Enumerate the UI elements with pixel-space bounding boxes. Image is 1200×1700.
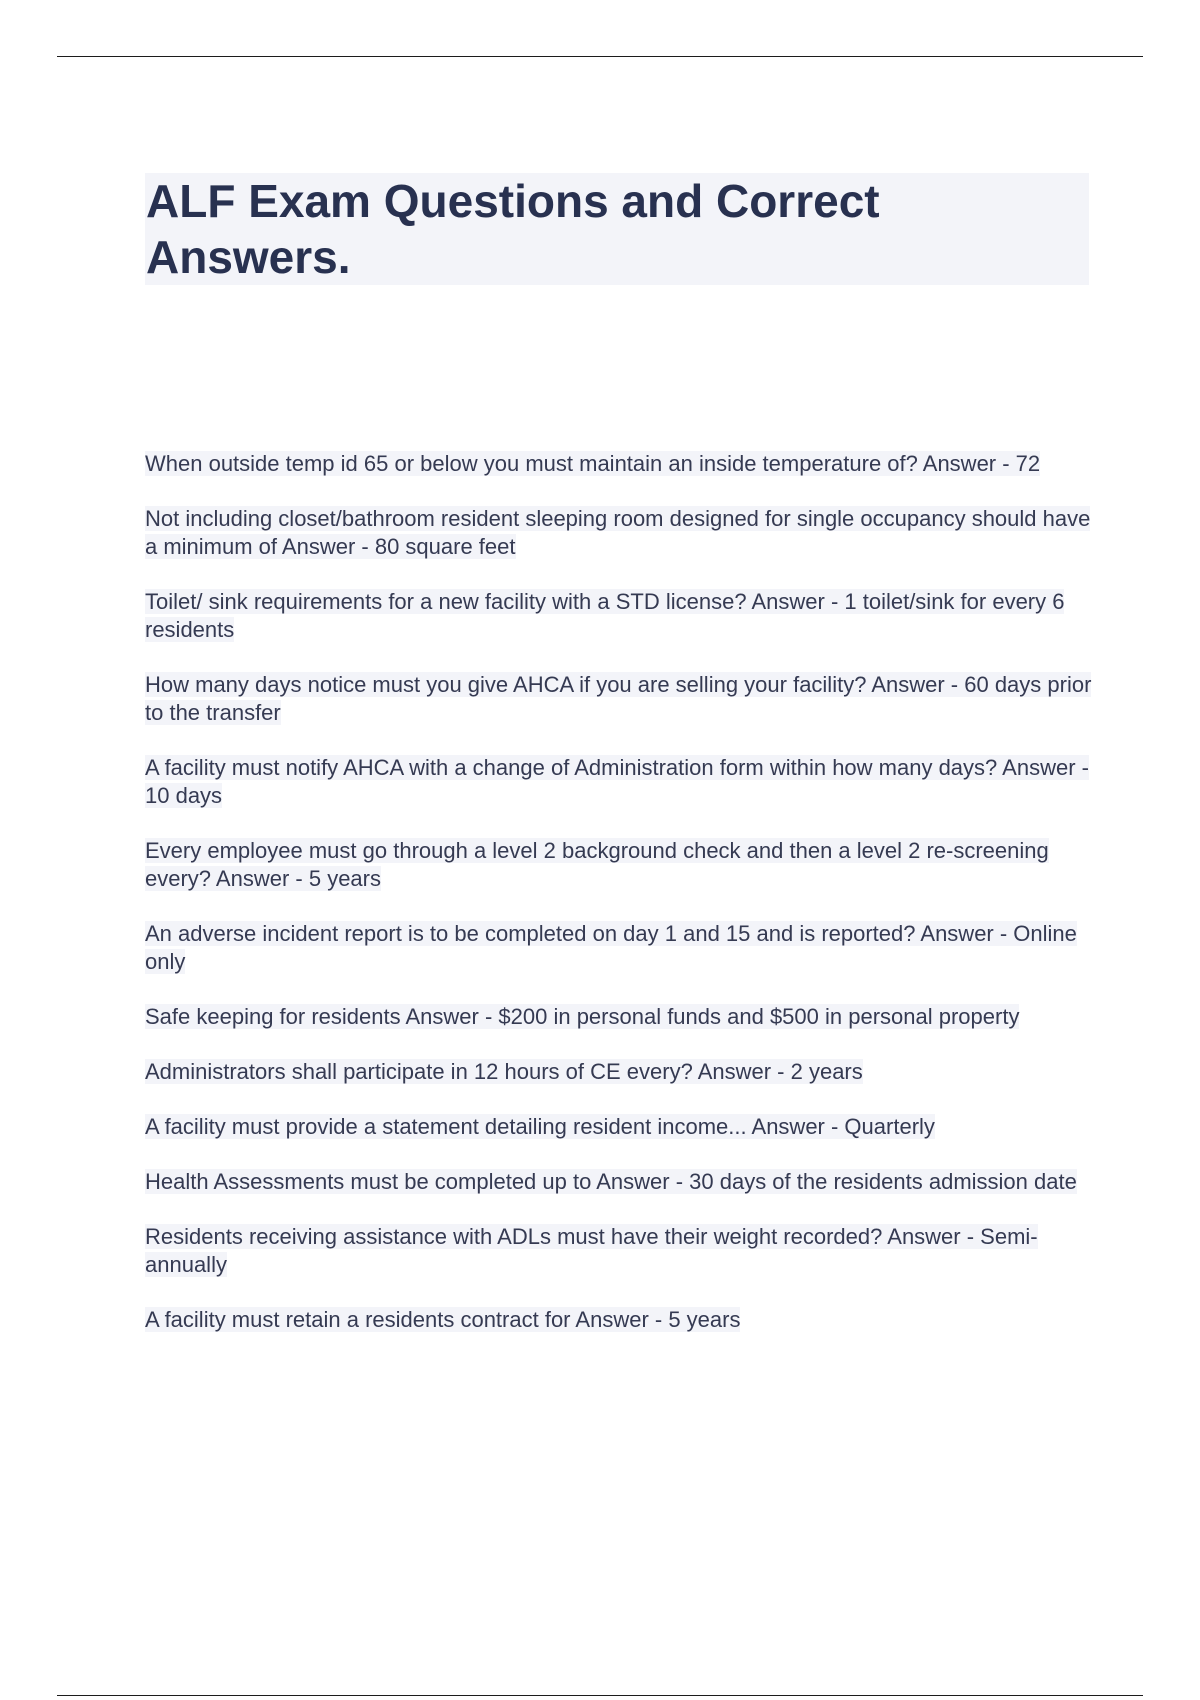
title-block bbox=[145, 173, 1089, 285]
qa-text: Toilet/ sink requirements for a new facility with a STD license? Answer - 1 toilet/sink for every 6 residents bbox=[145, 589, 1065, 642]
qa-item bbox=[145, 1003, 1095, 1031]
qa-text: A facility must notify AHCA with a change of Administration form within how many days? Answer - 10 days bbox=[145, 755, 1089, 808]
qa-text: Not including closet/bathroom resident sleeping room designed for single occupancy should have a minimum of Answer - 80 square feet bbox=[145, 506, 1091, 559]
qa-text: Every employee must go through a level 2 background check and then a level 2 re-screening every? Answer - 5 years bbox=[145, 838, 1049, 891]
qa-item bbox=[145, 450, 1095, 478]
qa-item bbox=[145, 1168, 1095, 1196]
qa-item bbox=[145, 837, 1095, 893]
qa-item bbox=[145, 1223, 1095, 1279]
qa-text: An adverse incident report is to be completed on day 1 and 15 and is reported? Answer - Online only bbox=[145, 921, 1077, 974]
header-rule bbox=[57, 56, 1143, 57]
qa-list bbox=[145, 450, 1095, 1361]
qa-text: When outside temp id 65 or below you must maintain an inside temperature of? Answer - 72 bbox=[145, 451, 1041, 476]
qa-item bbox=[145, 505, 1095, 561]
qa-text: Administrators shall participate in 12 hours of CE every? Answer - 2 years bbox=[145, 1059, 863, 1084]
qa-text: How many days notice must you give AHCA if you are selling your facility? Answer - 60 days prior to the transfer bbox=[145, 672, 1092, 725]
qa-text: A facility must provide a statement detailing resident income... Answer - Quarterly bbox=[145, 1114, 935, 1139]
qa-item bbox=[145, 1113, 1095, 1141]
qa-item bbox=[145, 588, 1095, 644]
qa-text: A facility must retain a residents contract for Answer - 5 years bbox=[145, 1307, 741, 1332]
qa-text: Safe keeping for residents Answer - $200 in personal funds and $500 in personal property bbox=[145, 1004, 1020, 1029]
qa-item bbox=[145, 1058, 1095, 1086]
page-title: ALF Exam Questions and Correct Answers. bbox=[146, 175, 880, 283]
qa-text: Residents receiving assistance with ADLs must have their weight recorded? Answer - Semi-annually bbox=[145, 1224, 1038, 1277]
qa-item bbox=[145, 1306, 1095, 1334]
qa-item bbox=[145, 671, 1095, 727]
qa-item bbox=[145, 754, 1095, 810]
footer-rule bbox=[57, 1695, 1143, 1696]
qa-item bbox=[145, 920, 1095, 976]
qa-text: Health Assessments must be completed up to Answer - 30 days of the residents admission date bbox=[145, 1169, 1077, 1194]
